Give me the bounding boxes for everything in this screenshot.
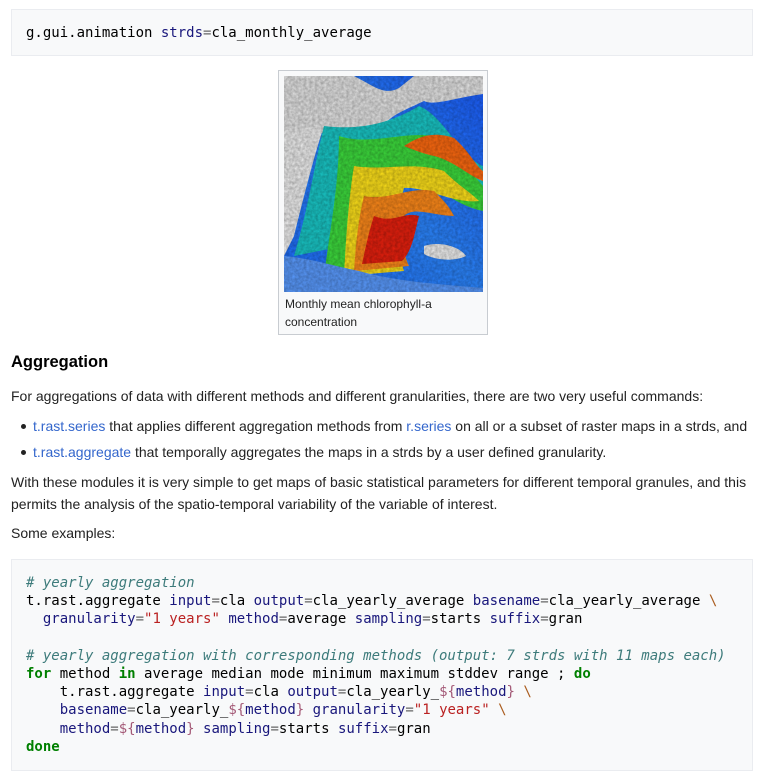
example-code-block bbox=[11, 559, 753, 771]
code-param: input bbox=[203, 684, 246, 701]
r-series-link[interactable]: r.series bbox=[406, 418, 452, 434]
code-value: cla_yearly_average bbox=[548, 593, 709, 610]
code-param: suffix bbox=[337, 720, 389, 737]
code-operator: = bbox=[110, 720, 119, 737]
code-param: output bbox=[253, 593, 305, 610]
code-indent bbox=[26, 684, 60, 700]
t-rast-aggregate-link[interactable]: t.rast.aggregate bbox=[33, 444, 132, 460]
code-param: strds bbox=[160, 25, 204, 41]
code-substitution: } bbox=[295, 702, 305, 719]
code-space bbox=[490, 702, 498, 718]
code-space bbox=[304, 702, 312, 718]
bullet-dot bbox=[21, 424, 26, 429]
t-rast-series-link[interactable]: t.rast.series bbox=[33, 418, 106, 434]
code-string: "1 years" bbox=[413, 702, 490, 719]
code-operator: = bbox=[540, 593, 549, 610]
code-text: method bbox=[51, 666, 119, 683]
code-value: gran bbox=[548, 611, 583, 628]
code-line-continuation: \ bbox=[498, 702, 507, 719]
code-keyword: for bbox=[26, 666, 52, 683]
code-value: average bbox=[287, 611, 355, 628]
code-keyword: do bbox=[573, 666, 591, 683]
code-indent bbox=[26, 721, 60, 737]
list-item-text: that applies different aggregation methods from bbox=[105, 418, 407, 434]
code-text: t.rast.aggregate bbox=[59, 684, 204, 701]
code-operator: = bbox=[540, 611, 549, 628]
code-param: sampling bbox=[354, 611, 423, 628]
list-item-text: that temporally aggregates the maps in a strds by a user defined granularity. bbox=[131, 444, 607, 460]
code-param: method bbox=[228, 611, 279, 628]
code-text: g.gui.animation bbox=[26, 25, 161, 41]
bullet-dot bbox=[21, 450, 26, 455]
code-param: granularity bbox=[312, 702, 406, 719]
figure-caption: Monthly mean chlorophyll-a concentration bbox=[285, 297, 432, 329]
code-param: basename bbox=[59, 702, 128, 719]
code-operator: = bbox=[127, 702, 136, 719]
code-operator: = bbox=[405, 702, 414, 719]
code-param: input bbox=[169, 593, 212, 610]
code-value: cla_yearly_ bbox=[135, 702, 229, 719]
code-string: "1 years" bbox=[144, 611, 220, 628]
code-operator: = bbox=[388, 720, 397, 737]
code-indent bbox=[26, 702, 60, 718]
intro-paragraph: For aggregations of data with different methods and different granularities, there are two very useful commands: bbox=[11, 388, 704, 404]
code-comment: # yearly aggregation with corresponding methods (output: 7 strds with 11 maps each) bbox=[26, 647, 726, 664]
code-operator: = bbox=[135, 611, 145, 628]
code-operator: = bbox=[278, 611, 288, 628]
code-param: output bbox=[287, 684, 338, 701]
code-value: cla bbox=[253, 684, 288, 701]
code-value: starts bbox=[278, 720, 338, 737]
body-paragraph: With these modules it is very simple to get maps of basic statistical parameters for different temporal granules, and this permits the analysis of the spatio-temporal variability of the variable of interest. bbox=[11, 474, 747, 512]
code-indent bbox=[26, 611, 43, 627]
code-substitution: ${ bbox=[118, 720, 136, 737]
examples-label: Some examples: bbox=[11, 525, 116, 541]
code-variable: method bbox=[135, 720, 187, 737]
code-line-continuation: \ bbox=[708, 593, 718, 610]
code-param: suffix bbox=[489, 611, 541, 628]
chlorophyll-map-image[interactable] bbox=[284, 76, 483, 292]
code-keyword: done bbox=[26, 738, 60, 755]
code-param: granularity bbox=[42, 611, 136, 628]
code-operator: = bbox=[422, 611, 431, 628]
code-operator: = bbox=[245, 684, 254, 701]
code-param: basename bbox=[472, 593, 541, 610]
code-param: method bbox=[59, 720, 111, 737]
code-value: cla bbox=[219, 593, 254, 610]
code-operator: = bbox=[203, 25, 212, 41]
section-heading: Aggregation bbox=[11, 353, 109, 371]
command-code-block bbox=[11, 9, 753, 56]
code-substitution: } bbox=[506, 684, 515, 701]
code-operator: = bbox=[270, 720, 279, 737]
code-text: t.rast.aggregate bbox=[26, 593, 170, 610]
code-variable: method bbox=[455, 684, 507, 701]
code-param: sampling bbox=[203, 720, 271, 737]
code-operator: = bbox=[211, 593, 220, 610]
figure-thumbnail[interactable] bbox=[278, 70, 488, 335]
code-substitution: } bbox=[186, 720, 195, 737]
code-value: cla_yearly_ bbox=[346, 684, 440, 701]
code-value: gran bbox=[396, 720, 431, 737]
code-text: average median mode minimum maximum stddev range ; bbox=[135, 666, 574, 683]
code-operator: = bbox=[337, 684, 347, 701]
code-variable: method bbox=[245, 702, 296, 719]
code-substitution: ${ bbox=[439, 684, 456, 701]
code-value: cla_yearly_average bbox=[312, 593, 473, 610]
code-value: starts bbox=[430, 611, 490, 628]
code-space bbox=[195, 721, 203, 737]
code-operator: = bbox=[304, 593, 313, 610]
list-item-text: on all or a subset of raster maps in a strds, and bbox=[451, 418, 748, 434]
code-comment: # yearly aggregation bbox=[26, 575, 195, 591]
code-line-continuation: \ bbox=[523, 684, 532, 701]
code-value: cla_monthly_average bbox=[211, 25, 372, 41]
code-keyword: in bbox=[118, 666, 136, 683]
code-substitution: ${ bbox=[228, 702, 246, 719]
